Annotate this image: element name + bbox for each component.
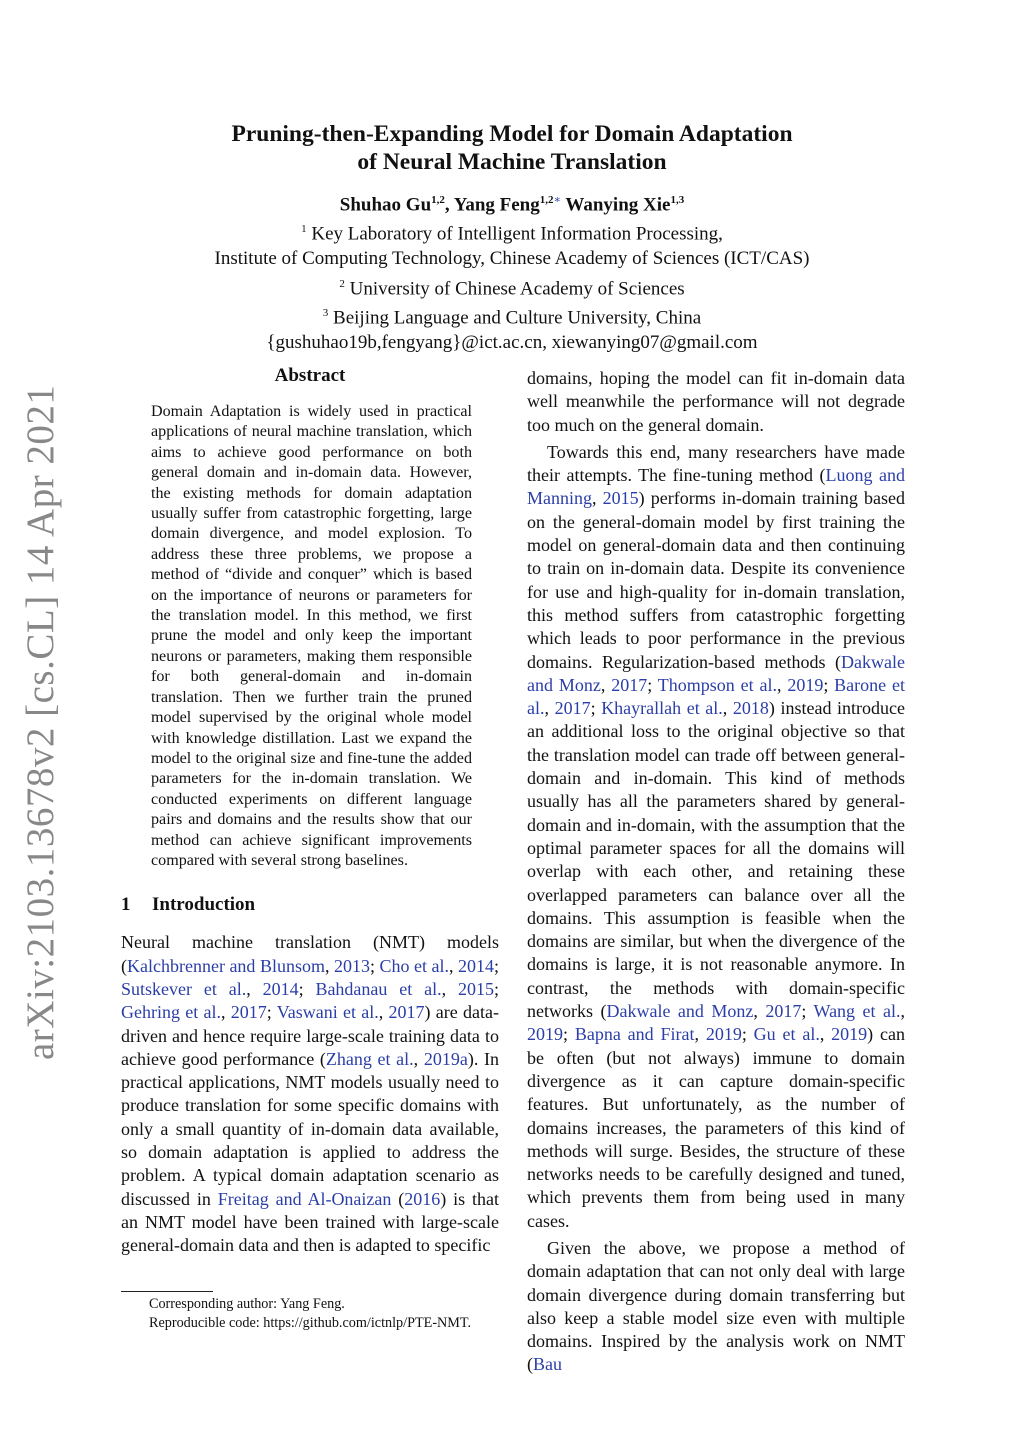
abstract-heading: Abstract [274, 365, 346, 386]
citation-link[interactable]: 2015 [602, 488, 639, 509]
citation-link[interactable]: 2014 [458, 955, 494, 976]
citation-link[interactable]: 2019 [787, 674, 824, 695]
citation-link[interactable]: Barone et al. [527, 674, 905, 719]
footnote-code: Reproducible code: https://github.com/ictnlp/PTE-NMT. [149, 1315, 472, 1331]
section-number: 1 [121, 894, 131, 916]
corresponding-author-mark[interactable]: ∗ [553, 194, 561, 206]
right-paragraph-0: domains, hoping the model can fit in-domain data well meanwhile the performance will not degrade too much on the general domain. [527, 368, 905, 435]
citation-link[interactable]: 2019a [423, 1048, 468, 1069]
citation-link[interactable]: Bahdanau et al. [315, 978, 442, 999]
citation-link[interactable]: 2019 [527, 1024, 563, 1045]
citation-link[interactable]: 2014 [262, 978, 299, 999]
citation-link[interactable]: Kalchbrenner and Blunsom [127, 955, 325, 976]
author-affil-sup: 1,3 [670, 194, 685, 206]
citation-link[interactable]: Wang et al. [813, 1001, 901, 1022]
title-line-2: of Neural Machine Translation [357, 149, 667, 175]
citation-link[interactable]: Sutskever et al. [121, 978, 247, 999]
affiliation-3: $^3$ Beijing Language and Culture University, China [322, 307, 702, 329]
citation-link[interactable]: Khayrallah et al. [601, 698, 723, 719]
author-name: Wanying Xie [565, 194, 671, 216]
affiliation-1-institute: Institute of Computing Technology, Chinese Academy of Sciences (ICT/CAS) [214, 248, 810, 270]
abstract-body: Domain Adaptation is widely used in practical applications of neural machine translation, which aims to achieve good performance on both general domain and in-domain data. However, the existing methods for domain adaptation usually suffer from catastrophic forgetting, large domain divergence, and model explosion. To address these three problems, we propose a method of “divide and conquer” which is based on the importance of neurons or parameters for the translation model. In this method, we first prune the model and only keep the important neurons or parameters, making them responsible for both general-domain and in-domain translation. Then we further train the pruned model supervised by the original whole model with knowledge distillation. Last we expand the model to the original size and fine-tune the added parameters for the in-domain translation. We conducted experiments on different language pairs and domains and the results show that our method can achieve significant improvements compared with several strong baselines. [151, 403, 472, 869]
citation-link[interactable]: Dakwale and Monz [606, 1001, 754, 1022]
citation-link[interactable]: Dakwale and Monz [527, 651, 905, 695]
citation-link[interactable]: Zhang et al. [325, 1048, 414, 1069]
citation-link[interactable]: 2017 [611, 674, 648, 695]
footnote-corresponding: Corresponding author: Yang Feng. [149, 1296, 345, 1312]
right-column [527, 367, 905, 1377]
citation-link[interactable]: Luong and Manning [527, 465, 905, 509]
intro-paragraph-1: Neural machine translation (NMT) models (Kalchbrenner and Blunsom, 2013; Cho et al., 2014; Sutskever et al., 2014; Bahdanau et al., 2015; Gehring et al., 2017; Vaswani et al., 2017) are data-driven and hence require large-scale training data to achieve good performance (Zhang et al., 2019a). In practical applications, NMT models usually need to produce translation for some specific domains with only a small quantity of in-domain data available, so domain adaptation is applied to address the problem. A typical domain adaptation scenario as discussed in Freitag and Al-Onaizan (2016) is that an NMT model have been trained with large-scale general-domain data and then is adapted to specific [121, 932, 500, 1256]
citation-link[interactable]: 2015 [457, 978, 494, 999]
citation-link[interactable]: 2013 [333, 955, 370, 976]
citation-link[interactable]: Gu et al. [753, 1024, 820, 1045]
citation-link[interactable]: Vaswani et al. [276, 1002, 379, 1023]
paper-title [120, 120, 904, 176]
author-name: Yang Feng [453, 194, 540, 216]
citation-link[interactable]: 2017 [554, 698, 591, 719]
citation-link[interactable]: Cho et al. [379, 955, 449, 976]
citation-link[interactable]: Bau [533, 1354, 562, 1375]
title-line-1: Pruning-then-Expanding Model for Domain Adaptation [231, 121, 793, 147]
citation-link[interactable]: Freitag and Al-Onaizan [217, 1188, 392, 1209]
author-affil-sup: 1,2 [539, 194, 554, 206]
author-name: Shuhao Gu [339, 194, 432, 216]
author-list: Shuhao Gu$^{1,2}$, Yang Feng$^{1,2∗}$ Wanying Xie$^{1,3}$ [339, 194, 685, 216]
arxiv-side-stamp: arXiv:2103.13678v2 [cs.CL] 14 Apr 2021 [19, 384, 62, 1060]
author-emails: {gushuhao19b,fengyang}@ict.ac.cn, xiewanying07@gmail.com [266, 332, 758, 354]
author-affil-sup: 1,2 [431, 194, 445, 206]
section-title: Introduction [152, 894, 256, 916]
right-paragraph-1: Towards this end, many researchers have made their attempts. The fine-tuning method (Luong and Manning, 2015) performs in-domain training based on the general-domain model by first training the model on general-domain data and then continuing to train on in-domain data. Despite its convenience for use and high-quality for in-domain translation, this method suffers from catastrophic forgetting which leads to poor performance in the previous domains. Regularization-based methods (Dakwale and Monz, 2017; Thompson et al., 2019; Barone et al., 2017; Khayrallah et al., 2018) instead introduce an additional loss to the original objective so that the translation model can trade off between general-domain and in-domain. This kind of methods usually has all the parameters shared by general-domain and in-domain, with the assumption that the optimal parameter spaces for all the domains will overlap with each other, and retaining these overlapped parameters can balance over all the domains. This assumption is feasible when the domains are similar, but when the divergence of the domains is large, it is not reasonable anymore. In contrast, the methods with domain-specific networks (Dakwale and Monz, 2017; Wang et al., 2019; Bapna and Firat, 2019; Gu et al., 2019) can be often (but not always) immune to domain divergence as it can capture domain-specific features. But unfortunately, as the number of domains increases, the parameters of this kind of methods will surge. Besides, the structure of these networks needs to be carefully designed and tuned, which prevents them from being used in many cases. [527, 441, 906, 1231]
affiliation-2: $^2$ University of Chinese Academy of Sciences [339, 277, 685, 299]
footnote-rule [121, 1291, 213, 1292]
citation-link[interactable]: 2016 [404, 1188, 441, 1209]
citation-link[interactable]: 2017 [230, 1002, 267, 1023]
citation-link[interactable]: Gehring et al. [121, 1002, 222, 1023]
section-heading-introduction [121, 893, 499, 917]
citation-link[interactable]: 2017 [765, 1001, 802, 1022]
citation-link[interactable]: 2018 [732, 698, 769, 719]
footnotes [149, 1295, 509, 1333]
citation-link[interactable]: 2019 [831, 1024, 868, 1045]
citation-link[interactable]: 2017 [388, 1002, 425, 1023]
affiliation-1: $^1$ Key Laboratory of Intelligent Information Processing, [301, 223, 723, 245]
citation-link[interactable]: Thompson et al. [657, 674, 777, 695]
left-column [121, 364, 499, 1258]
right-paragraph-2: Given the above, we propose a method of domain adaptation that can not only deal with large domain divergence during domain transferring but also keep a stable model size even with multiple domains. Inspired by the analysis work on NMT (Bau [527, 1237, 905, 1375]
paper-header [120, 120, 904, 356]
citation-link[interactable]: Bapna and Firat [574, 1024, 695, 1045]
citation-link[interactable]: 2019 [705, 1024, 742, 1045]
